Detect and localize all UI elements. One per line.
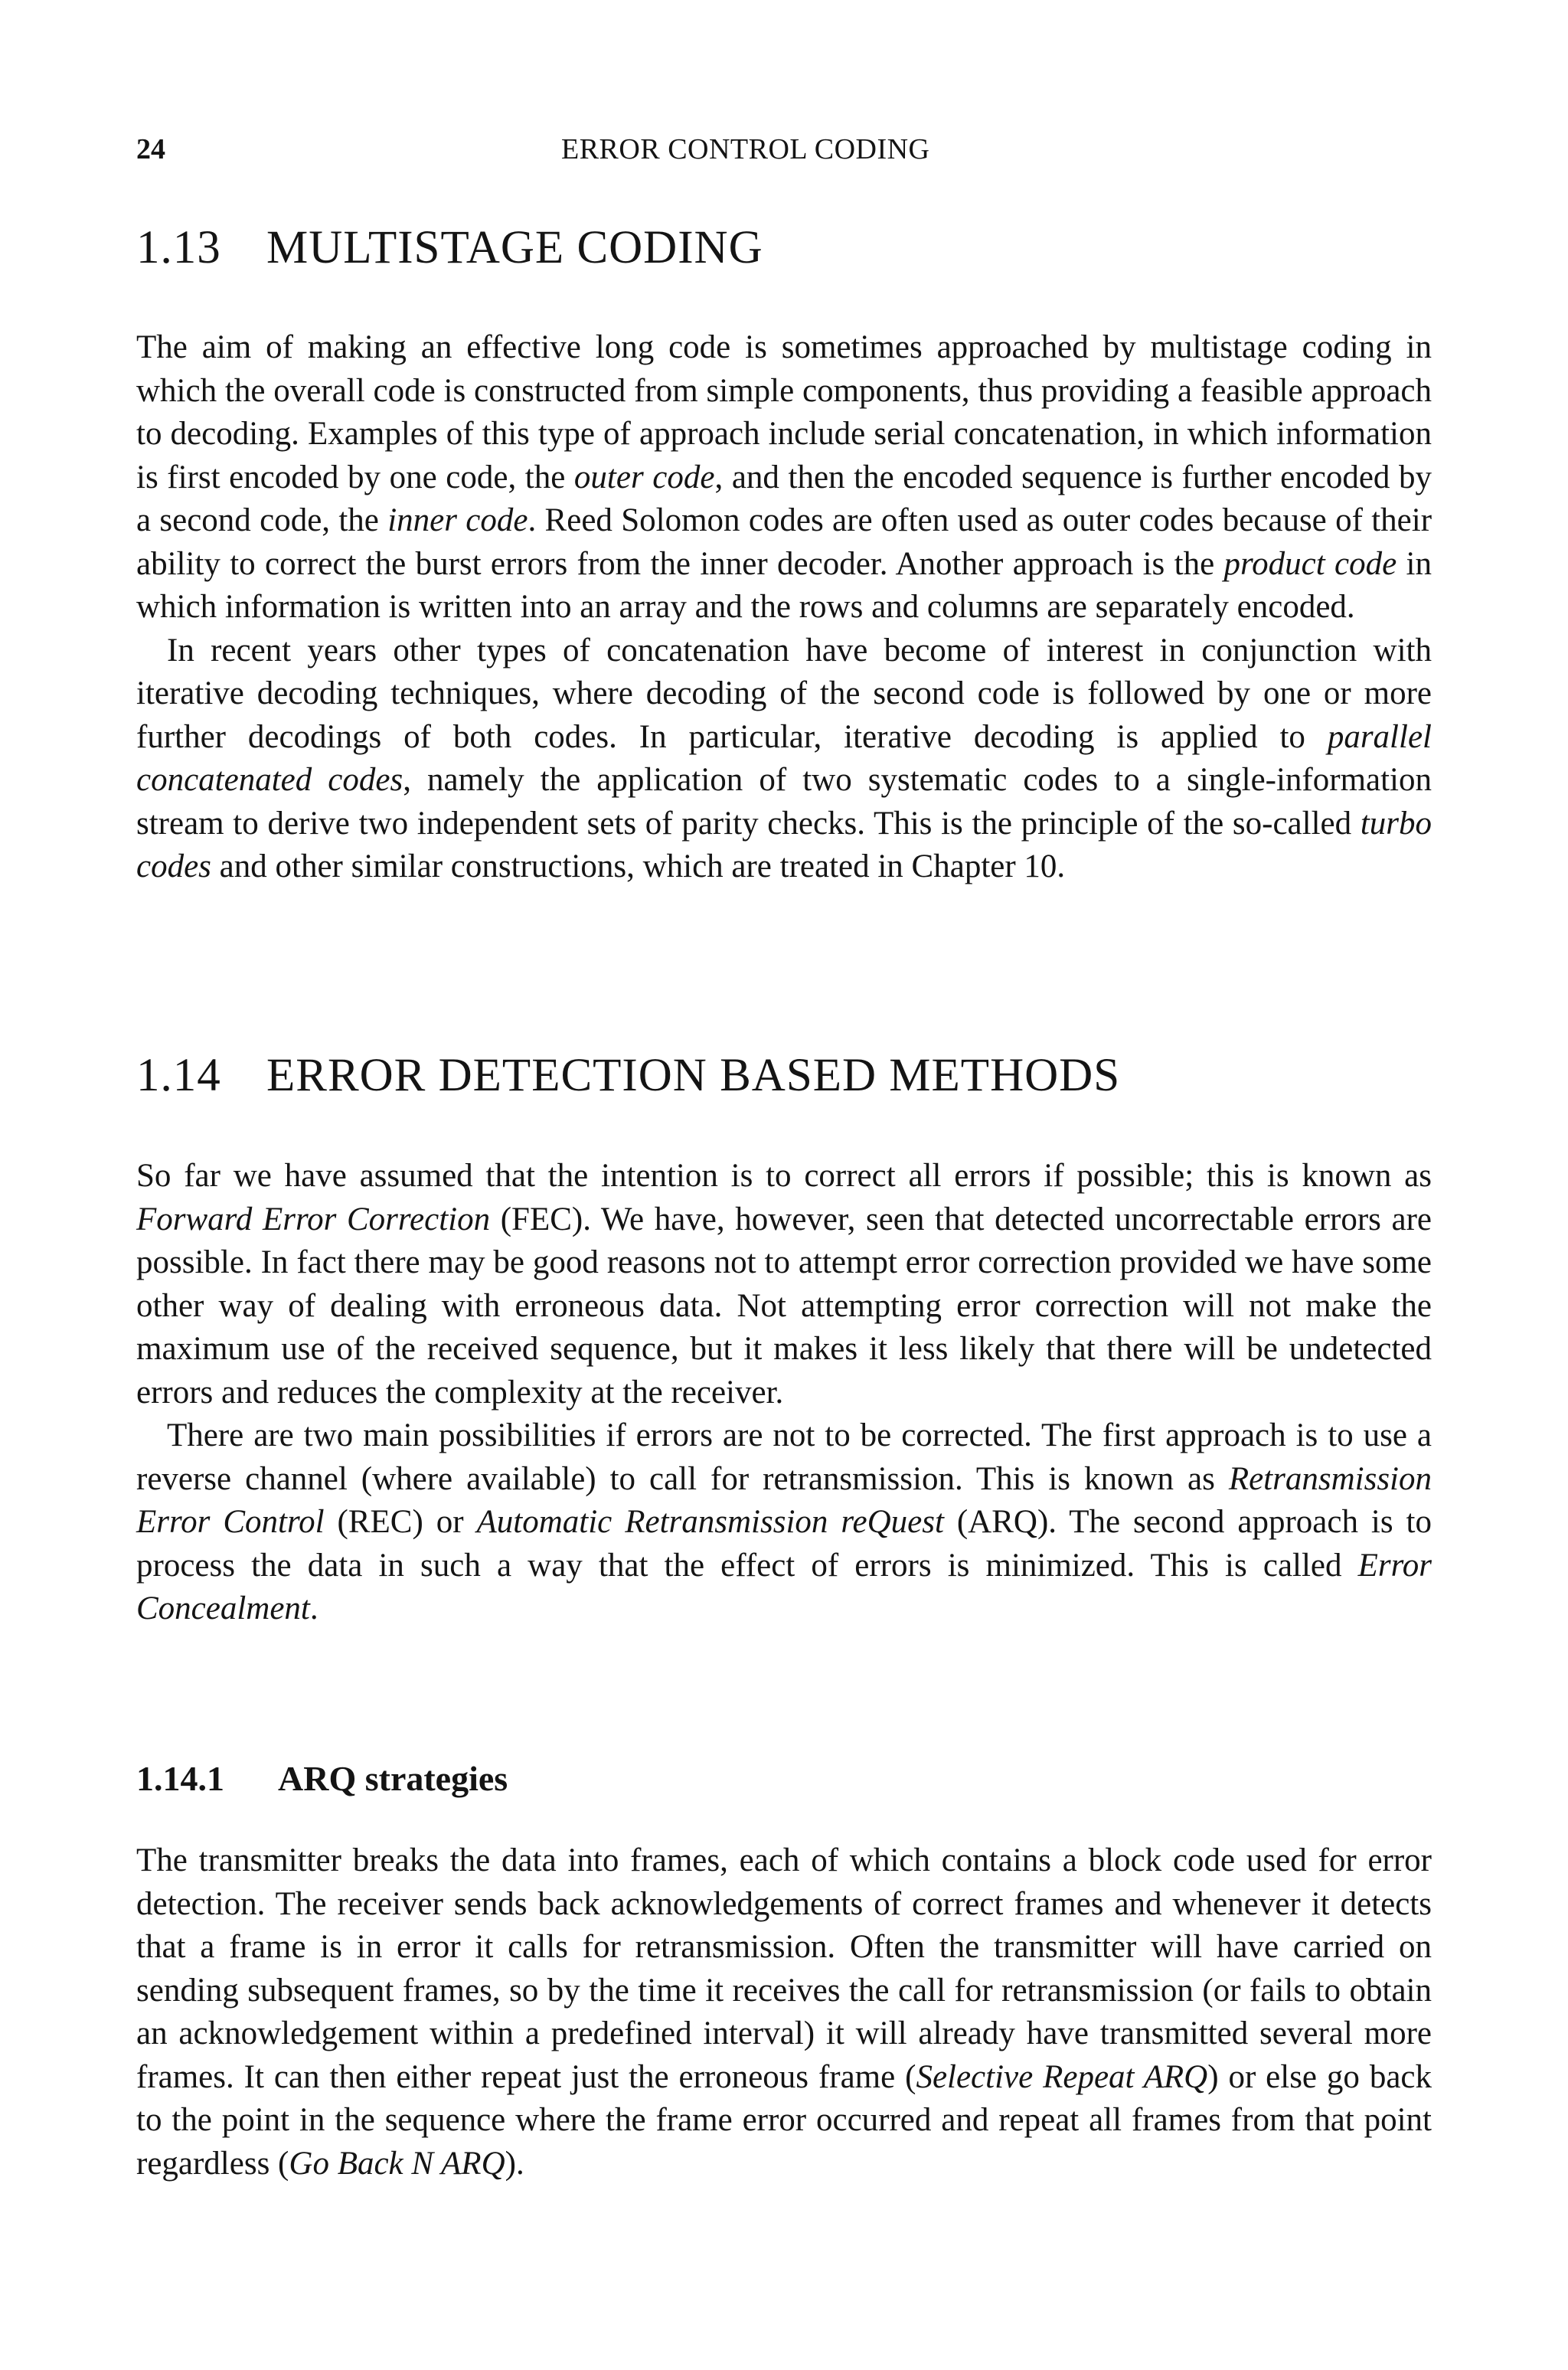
- paragraph: In recent years other types of concatenation have become of interest in conjunction with iterative decoding techniques, where decoding of the second code is followed by one or more further decodings of both codes. In particular, iterative decoding is applied to parallel concatenated codes, namely the application of two systematic codes to a single-information stream to derive two independent sets of parity checks. This is the principle of the so-called turbo codes and other similar constructions, which are treated in Chapter 10.: [136, 632, 1432, 884]
- term-outer-code: outer code: [573, 459, 715, 495]
- section-heading-1-13: [136, 217, 1432, 279]
- section-heading-1-14: [136, 1045, 1432, 1107]
- term-retransmission-error-control: Retransmission Error Control: [136, 1460, 1432, 1540]
- term-selective-repeat-arq: Selective Repeat ARQ: [916, 2058, 1208, 2095]
- term-forward-error-correction: Forward Error Correction: [136, 1201, 491, 1237]
- term-go-back-n-arq: Go Back N ARQ: [289, 2145, 505, 2182]
- section-1-13-body: [136, 326, 1432, 889]
- section-number: 1.14: [136, 1050, 221, 1101]
- running-head: [136, 130, 1430, 168]
- section-title: ERROR DETECTION BASED METHODS: [266, 1050, 1121, 1101]
- subsection-heading-1-14-1: [136, 1756, 508, 1802]
- running-title: ERROR CONTROL CODING: [561, 133, 930, 165]
- term-parallel-concatenated-codes: parallel concatenated codes: [136, 718, 1432, 798]
- subsection-number: 1.14.1: [136, 1759, 224, 1798]
- paragraph: The aim of making an effective long code is sometimes approached by multistage coding in which the overall code is constructed from simple components, thus providing a feasible approach to decoding. Examples of this type of approach include serial concatenation, in which information is first encoded by one code, the outer code, and then the encoded sequence is further encoded by a second code, the inner code. Reed Solomon codes are often used as outer codes because of their ability to correct the burst errors from the inner decoder. Another approach is the product code in which information is written into an array and the rows and columns are separately encoded.: [136, 329, 1432, 625]
- page-number: 24: [136, 133, 165, 165]
- section-number: 1.13: [136, 222, 221, 273]
- term-automatic-retransmission-request: Automatic Retransmission reQuest: [476, 1504, 944, 1540]
- subsection-title: ARQ strategies: [278, 1759, 508, 1798]
- term-product-code: product code: [1223, 545, 1397, 582]
- paragraph: There are two main possibilities if errors are not to be corrected. The first approach is to use a reverse channel (where available) to call for retransmission. This is known as Retransmission Error Control (REC) or Automatic Retransmission reQuest (ARQ). The second approach is to process the data in such a way that the effect of errors is minimized. This is called Error Concealment.: [136, 1417, 1432, 1626]
- paragraph: So far we have assumed that the intention is to correct all errors if possible; this is known as Forward Error Correction (FEC). We have, however, seen that detected uncorrectable errors are possible. In fact there may be good reasons not to attempt error correction provided we have some other way of dealing with erroneous data. Not attempting error correction will not make the maximum use of the received sequence, but it makes it less likely that there will be undetected errors and reduces the complexity at the receiver.: [136, 1158, 1432, 1411]
- section-1-14-body: [136, 1155, 1432, 1631]
- paragraph: The transmitter breaks the data into frames, each of which contains a block code used for error detection. The receiver sends back acknowledgements of correct frames and whenever it detects that a frame is in error it calls for retransmission. Often the transmitter will have carried on sending subsequent frames, so by the time it receives the call for retransmission (or fails to obtain an acknowledgement within a predefined interval) it will already have transmitted several more frames. It can then either repeat just the erroneous frame (Selective Repeat ARQ) or else go back to the point in the sequence where the frame error occurred and repeat all frames from that point regardless (Go Back N ARQ).: [136, 1842, 1432, 2182]
- term-error-concealment: Error Concealment: [136, 1547, 1432, 1626]
- term-inner-code: inner code: [387, 502, 528, 538]
- section-1-14-1-body: [136, 1839, 1432, 2185]
- section-title: MULTISTAGE CODING: [266, 222, 763, 273]
- term-turbo-codes: turbo codes: [136, 805, 1432, 884]
